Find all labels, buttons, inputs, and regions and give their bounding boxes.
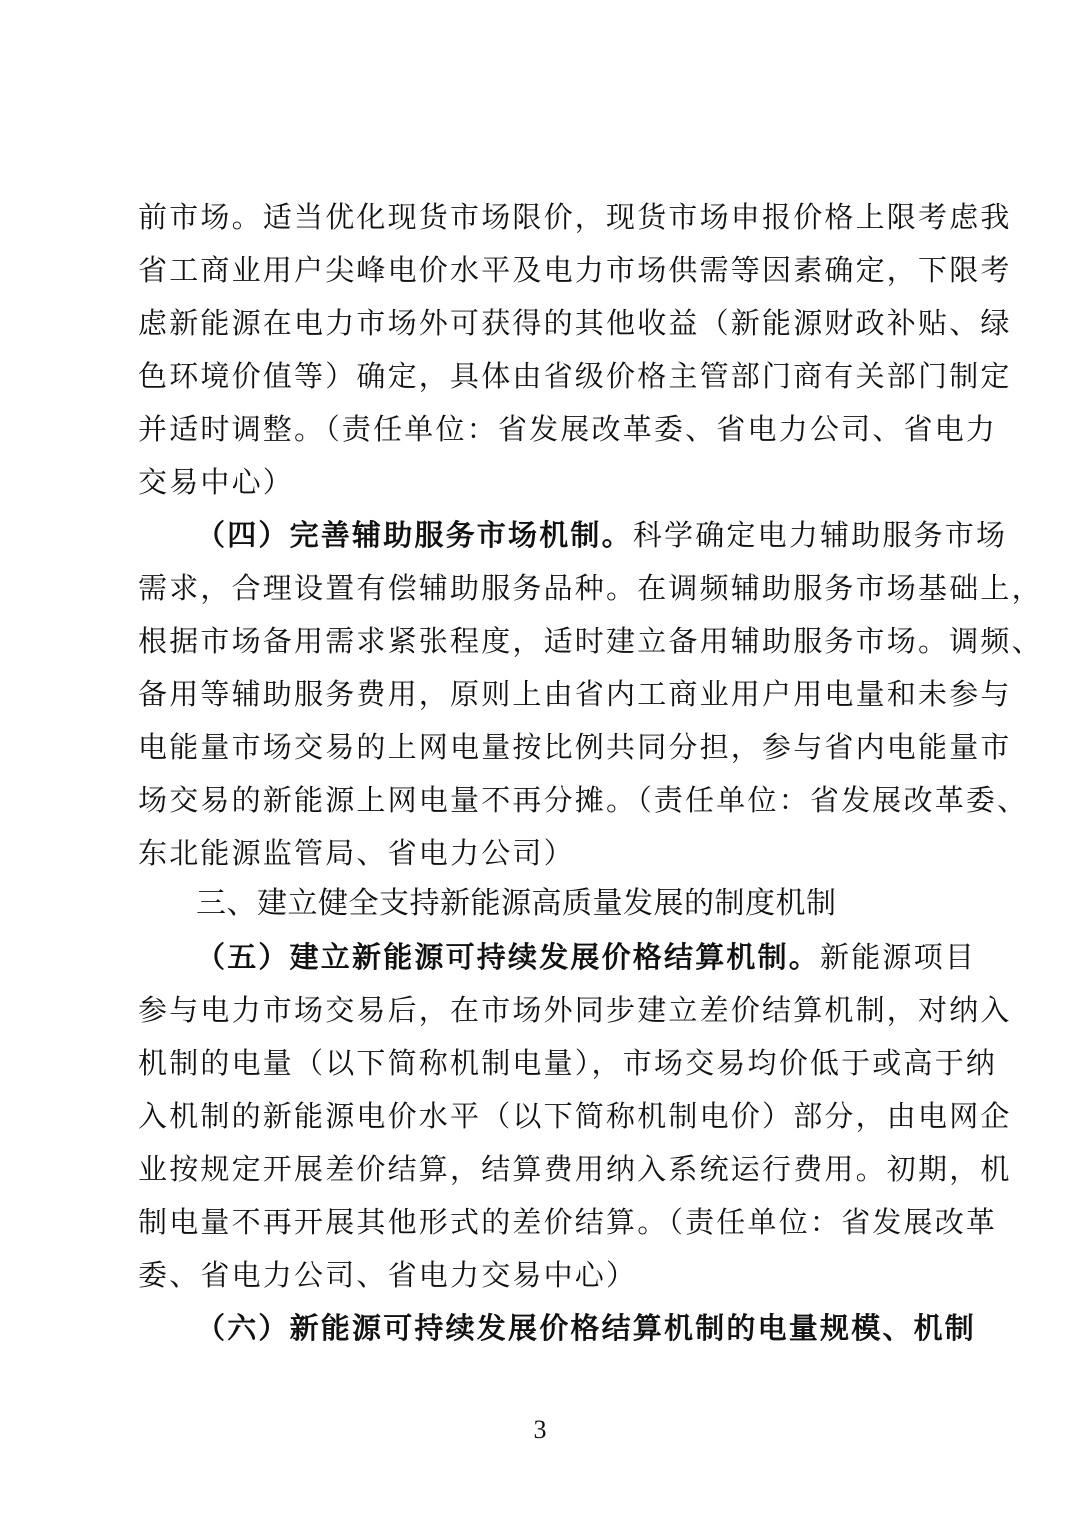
section-5-title: （五）建立新能源可持续发展价格结算机制。: [196, 940, 821, 974]
paragraph-line: 交易中心）: [138, 465, 295, 499]
paragraph-line: 东北能源监管局、省电力公司）: [138, 836, 575, 870]
paragraph-line: 省工商业用户尖峰电价水平及电力市场供需等因素确定，下限考: [138, 253, 1012, 287]
section-6-title: （六）新能源可持续发展价格结算机制的电量规模、机制: [196, 1311, 977, 1345]
section-4-text: 科学确定电力辅助服务市场: [632, 518, 1008, 552]
section-5-first-line: [196, 932, 977, 982]
section-4-first-line: [196, 510, 1008, 560]
paragraph-line: 需求，合理设置有偿辅助服务品种。在调频辅助服务市场基础上，: [138, 571, 1043, 605]
section-4-title: （四）完善辅助服务市场机制。: [196, 518, 633, 552]
paragraph-line: 入机制的新能源电价水平（以下简称机制电价）部分，由电网企: [138, 1099, 1012, 1133]
page-number: 3: [533, 1415, 547, 1444]
paragraph-line: 前市场。适当优化现货市场限价，现货市场申报价格上限考虑我: [138, 200, 1012, 234]
paragraph-line: 业按规定开展差价结算，结算费用纳入系统运行费用。初期，机: [138, 1152, 1012, 1186]
paragraph-line: 并适时调整。（责任单位：省发展改革委、省电力公司、省电力: [138, 412, 998, 446]
paragraph-line: 制电量不再开展其他形式的差价结算。（责任单位：省发展改革: [138, 1205, 998, 1239]
paragraph-line: 委、省电力公司、省电力交易中心）: [138, 1258, 638, 1292]
paragraph-line: 场交易的新能源上网电量不再分摊。（责任单位：省发展改革委、: [138, 783, 1029, 817]
paragraph-line: 色环境价值等）确定，具体由省级价格主管部门商有关部门制定: [138, 359, 1012, 393]
paragraph-line: 参与电力市场交易后，在市场外同步建立差价结算机制，对纳入: [138, 993, 1012, 1027]
paragraph-line: 备用等辅助服务费用，原则上由省内工商业用户用电量和未参与: [138, 677, 1012, 711]
section-5-text: 新能源项目: [820, 940, 977, 974]
section-heading-3: 三、建立健全支持新能源高质量发展的制度机制: [196, 886, 837, 921]
paragraph-line: 虑新能源在电力市场外可获得的其他收益（新能源财政补贴、绿: [138, 306, 1012, 340]
paragraph-line: 电能量市场交易的上网电量按比例共同分担，参与省内电能量市: [138, 730, 1012, 764]
paragraph-line: 机制的电量（以下简称机制电量），市场交易均价低于或高于纳: [138, 1046, 998, 1080]
paragraph-line: 根据市场备用需求紧张程度，适时建立备用辅助服务市场。调频、: [138, 624, 1043, 658]
